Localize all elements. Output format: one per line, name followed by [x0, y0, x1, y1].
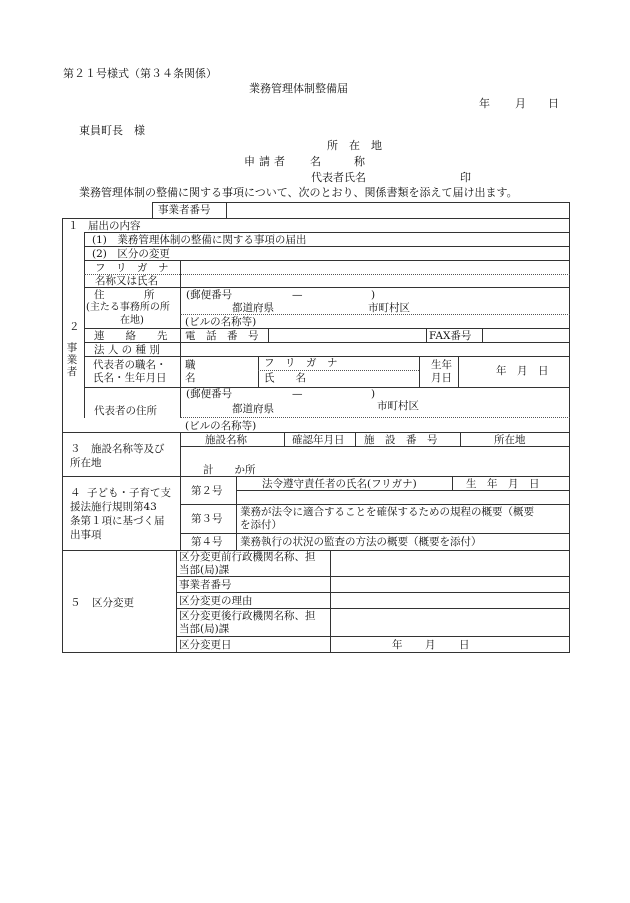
- section5-biz-no: 事業者番号: [179, 579, 232, 591]
- section4-title-4: 出事項: [70, 529, 102, 541]
- name-label: 名称又は氏名: [95, 275, 158, 287]
- rep-address-label: 代表者の住所: [94, 405, 157, 417]
- fax-label: FAX番号: [429, 330, 472, 342]
- no4-text: 業務執行の状況の監査の方法の概要（概要を添付）: [240, 536, 482, 548]
- no2-birth: 生 年 月 日: [466, 478, 540, 490]
- change-reason: 区分変更の理由: [179, 595, 253, 607]
- facility-total: 計 か所: [203, 464, 256, 476]
- date-year: 年: [479, 97, 490, 110]
- rep-building-label: (ビルの名称等): [185, 420, 257, 432]
- rep-name-label: 氏 名: [264, 372, 306, 384]
- no3-text-2: を添付）: [240, 519, 282, 531]
- after-agency-2: 当部(局)課: [179, 623, 230, 635]
- city-label: 市町村区: [368, 302, 410, 314]
- rep-furigana-label: フ リ ガ ナ: [264, 357, 338, 369]
- birth-label-1: 生年: [431, 359, 452, 371]
- addressee: 東員町長 様: [79, 124, 145, 137]
- post-label-2: 名: [185, 372, 196, 384]
- postal-dash: —: [292, 289, 303, 301]
- contact-label: 連 絡 先: [94, 330, 168, 342]
- section1-item1: (1) 業務管理体制の整備に関する事項の届出: [92, 234, 307, 246]
- rep-title-label-1: 代表者の職名・: [93, 359, 167, 371]
- section2-num: ２: [69, 321, 80, 333]
- section5-title: 区分変更: [92, 597, 134, 609]
- change-date-year: 年: [392, 639, 403, 651]
- applicant-name: 名 称: [310, 155, 365, 168]
- applicant-location: 所 在 地: [327, 139, 382, 152]
- tel-label: 電 話 番 号: [185, 330, 259, 342]
- birth-ymd: 年 月 日: [496, 365, 549, 377]
- col-facility-name: 施設名称: [205, 434, 247, 446]
- no3-label: 第３号: [191, 513, 223, 525]
- address-label-3: 在地): [120, 315, 144, 326]
- section4-title-1: 子ども・子育て支: [87, 487, 171, 499]
- rep-postal-close: ): [371, 388, 376, 400]
- section4-title-3: 条第１項に基づく届: [70, 515, 165, 527]
- col-location: 所在地: [494, 434, 526, 446]
- section2-vertical-label: 事業者: [66, 342, 78, 378]
- rep-postal-dash: —: [292, 388, 303, 400]
- postal-label: (郵便番号: [186, 289, 233, 301]
- section3-title-2: 所在地: [70, 457, 102, 469]
- rep-prefecture-label: 都道府県: [232, 403, 274, 415]
- section4-title-2: 援法施行規則第43: [70, 501, 157, 513]
- section3-title-1: 施設名称等及び: [91, 443, 165, 455]
- postal-close: ): [371, 289, 376, 301]
- after-agency-1: 区分変更後行政機関名称、担: [179, 610, 316, 622]
- rep-city-label: 市町村区: [377, 400, 419, 412]
- section1-item2: (2) 区分の変更: [92, 248, 170, 260]
- rep-title-label-2: 氏名・生年月日: [93, 372, 167, 384]
- corp-type-label: 法 人 の 種 別: [94, 344, 160, 356]
- building-label: (ビルの名称等): [185, 316, 257, 328]
- section1-title: 届出の内容: [88, 220, 141, 232]
- section1-num: １: [68, 220, 79, 232]
- before-agency-2: 当部(局)課: [179, 564, 230, 576]
- col-facility-number: 施 設 番 号: [364, 434, 438, 446]
- date-month: 月: [515, 97, 526, 110]
- col-confirm-date: 確認年月日: [292, 434, 345, 446]
- change-date-day: 日: [459, 639, 470, 651]
- post-label-1: 職: [185, 359, 196, 371]
- seal-mark: 印: [460, 171, 471, 184]
- before-agency-1: 区分変更前行政機関名称、担: [179, 551, 316, 563]
- change-date-month: 月: [425, 639, 436, 651]
- no2-text: 法令遵守責任者の氏名(フリガナ): [262, 478, 417, 490]
- birth-label-2: 月日: [431, 372, 452, 384]
- address-label: 住 所: [94, 289, 157, 301]
- rep-postal-label: (郵便番号: [186, 388, 233, 400]
- section5-num: ５: [70, 597, 81, 609]
- intro-text: 業務管理体制の整備に関する事項について、次のとおり、関係書類を添えて届け出ます。: [79, 186, 518, 199]
- form-number: 第２１号様式（第３４条関係）: [63, 67, 217, 80]
- no3-text-1: 業務が法令に適合することを確保するための規程の概要（概要: [240, 506, 534, 518]
- applicant-label: 申請者: [244, 155, 289, 168]
- change-date-label: 区分変更日: [179, 639, 232, 651]
- prefecture-label: 都道府県: [232, 302, 274, 314]
- section4-num: ４: [70, 487, 81, 499]
- no2-label: 第２号: [191, 485, 223, 497]
- address-label-2: (主たる事務所の所: [86, 302, 170, 313]
- business-number-label: 事業者番号: [158, 204, 211, 216]
- date-day: 日: [548, 97, 559, 110]
- no4-label: 第４号: [191, 536, 223, 548]
- section3-num: ３: [70, 443, 81, 455]
- applicant-representative: 代表者氏名: [311, 171, 366, 184]
- furigana-label: フ リ ガ ナ: [95, 262, 169, 274]
- form-title: 業務管理体制整備届: [249, 82, 348, 95]
